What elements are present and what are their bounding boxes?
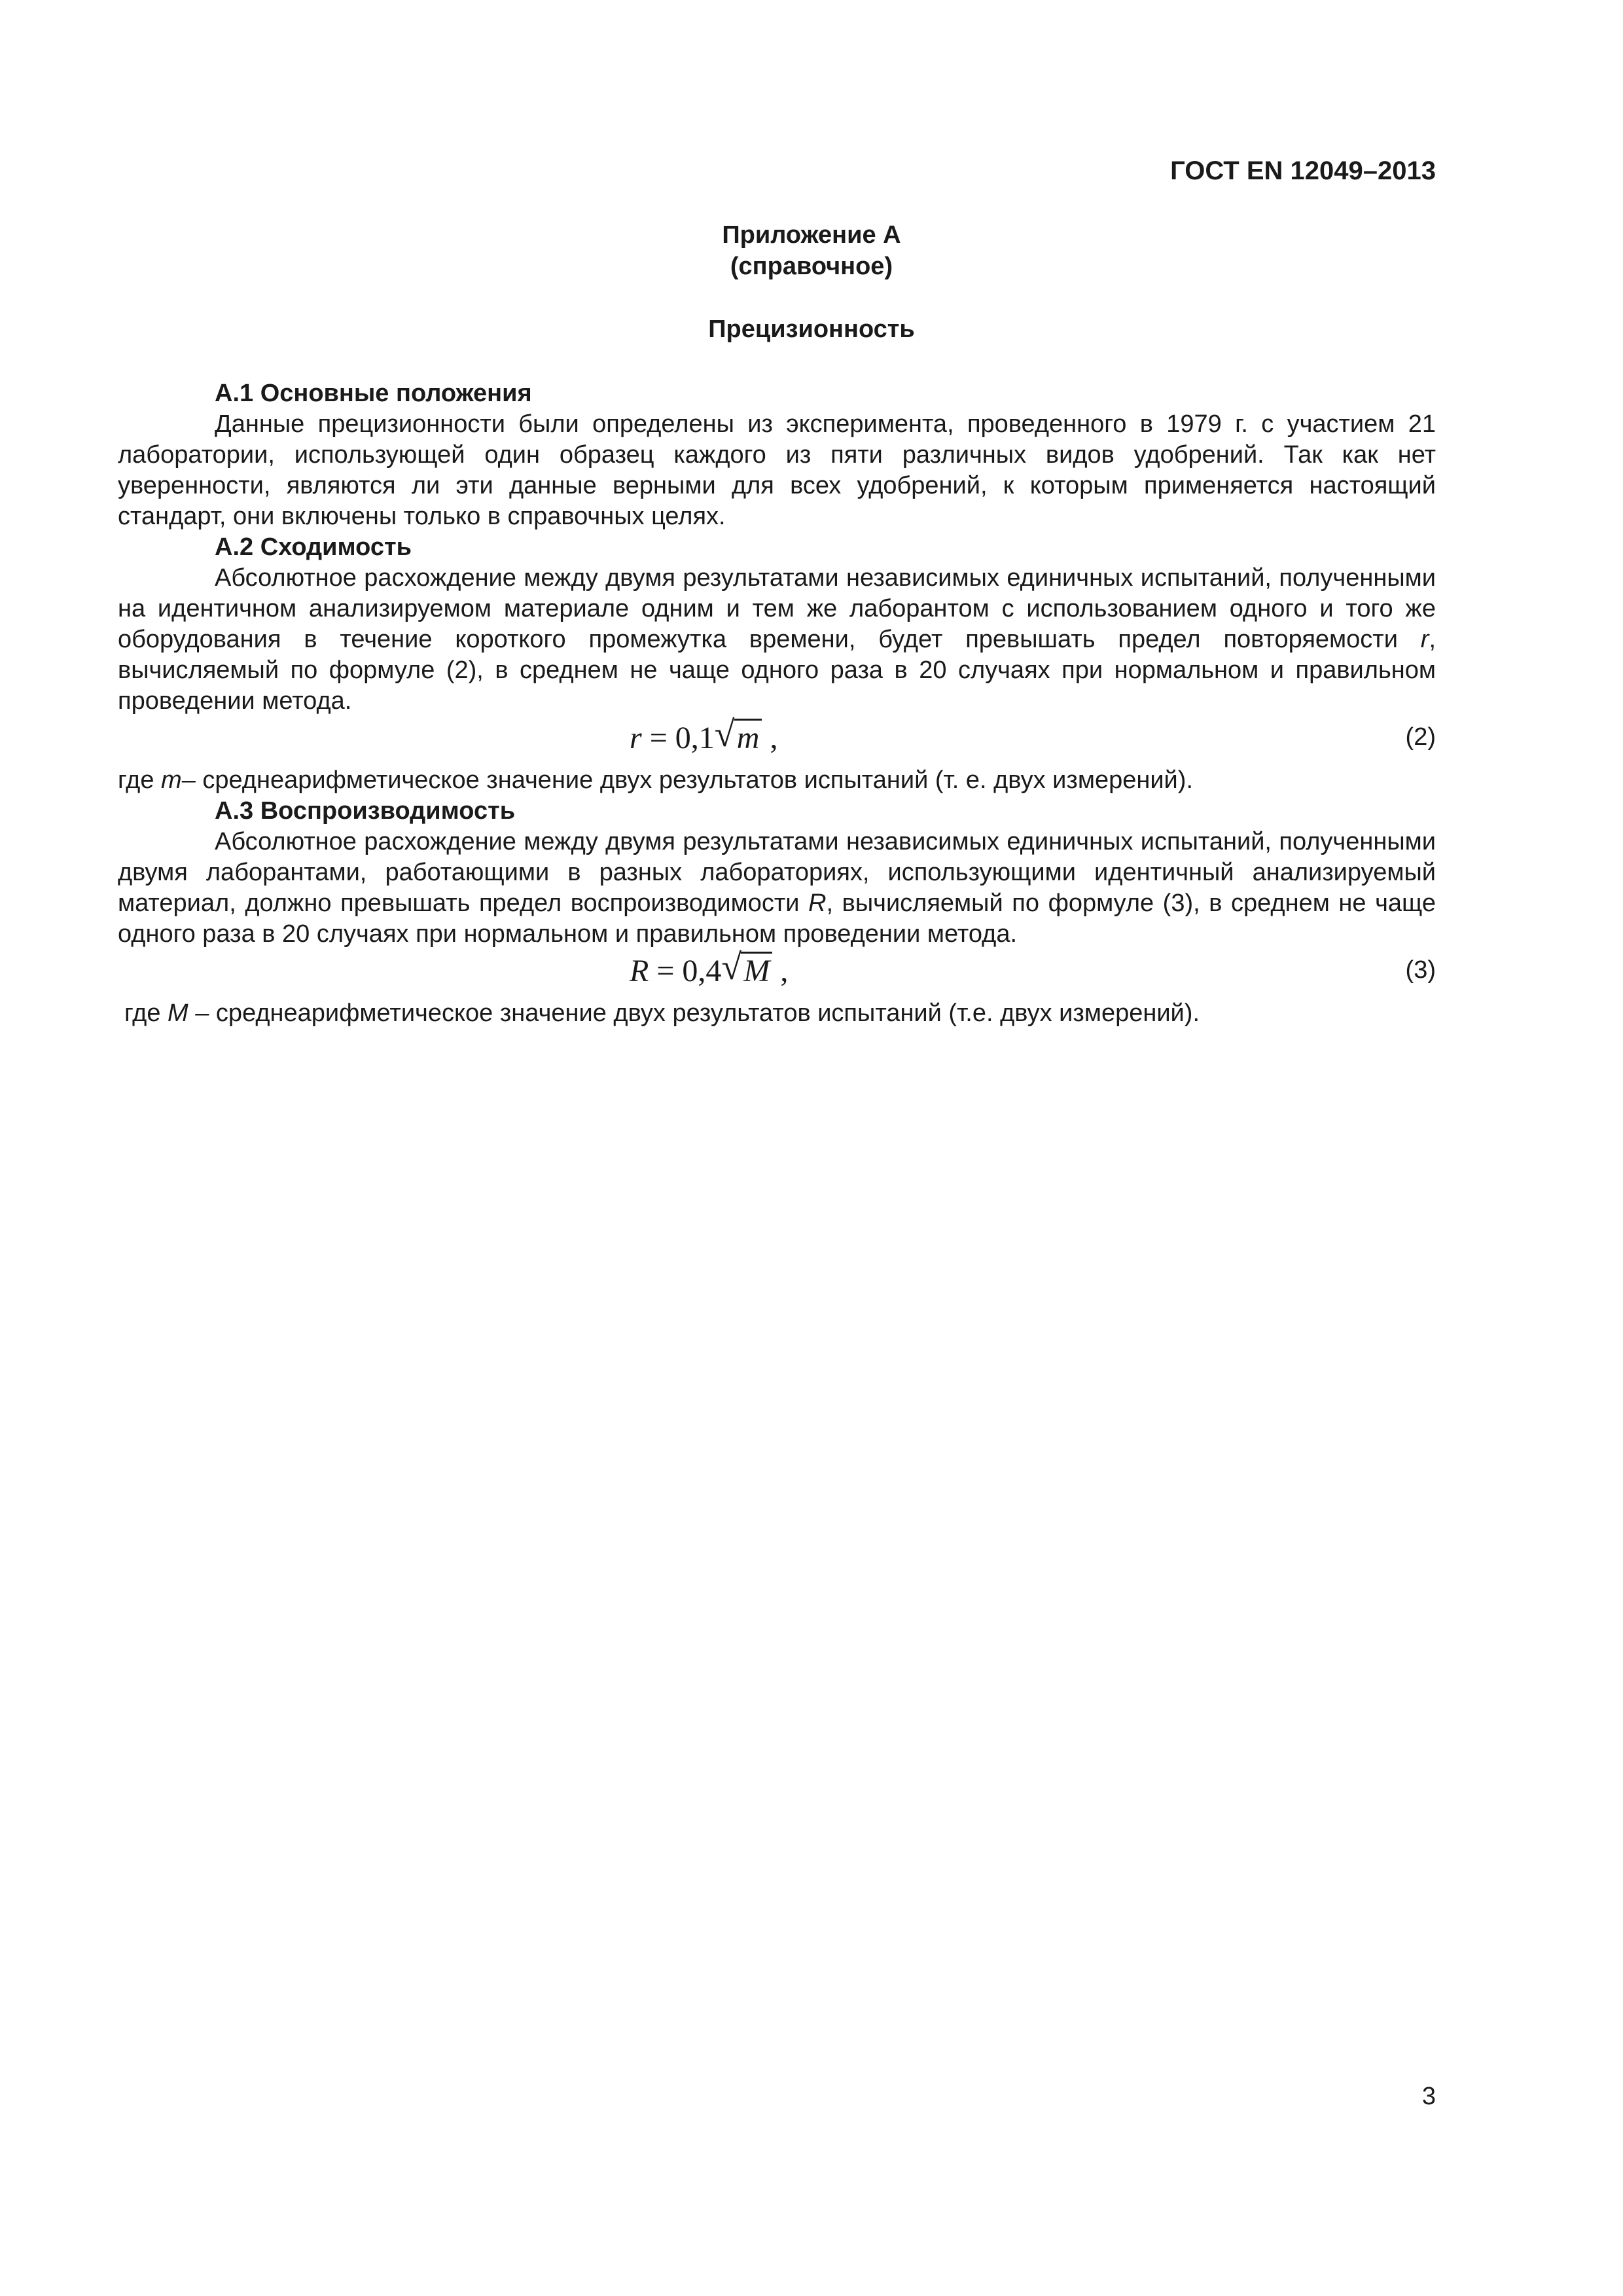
formula-3-number: (3) bbox=[1405, 956, 1436, 984]
section-a2-heading: А.2 Сходимость bbox=[215, 533, 412, 561]
formula-3-explanation: где M – среднеарифметическое значение двух результатов испытаний (т.е. двух измерений). bbox=[124, 999, 1200, 1027]
page-number: 3 bbox=[1421, 2083, 1436, 2110]
sqrt-sign: √ m bbox=[715, 718, 762, 759]
document-body bbox=[118, 378, 1436, 1029]
section-title: Прецизионность bbox=[708, 315, 915, 343]
section-a3-text: Абсолютное расхождение между двумя результатами независимых единичных испытаний, полученными двумя лаборантами, работающими в разных лабораториях, использующими идентичный анализируемый материал, должно превышать предел воспроизводимости R, вычисляемый по формуле (3), в среднем не чаще одного раза в 20 случаях при нормальном и правильном проведении метода. bbox=[118, 828, 1436, 948]
sqrt-sign: √ M bbox=[721, 951, 772, 992]
section-a3-heading: А.3 Воспроизводимость bbox=[215, 797, 516, 825]
formula-2-expression: r = 0,1 √ m , bbox=[630, 718, 777, 759]
section-a2-text: Абсолютное расхождение между двумя результатами независимых единичных испытаний, полученными на идентичном анализируемом материале одним и тем же лаборантом с использованием одного и того же оборудования в течение короткого промежутка времени, будет превышать предел повторяемости r, вычисляемый по формуле (2), в среднем не чаще одного раза в 20 случаях при нормальном и правильном проведении метода. bbox=[118, 564, 1436, 715]
annex-status: (справочное) bbox=[730, 253, 893, 280]
formula-2-number: (2) bbox=[1405, 723, 1436, 751]
formula-2-explanation: где m– среднеарифметическое значение двух результатов испытаний (т. е. двух измерений). bbox=[118, 766, 1193, 794]
section-a1-heading: А.1 Основные положения bbox=[215, 380, 532, 407]
formula-3 bbox=[118, 947, 1436, 992]
formula-3-expression: R = 0,4 √ M , bbox=[630, 951, 788, 992]
document-code: ГОСТ EN 12049–2013 bbox=[1170, 156, 1436, 185]
formula-2 bbox=[118, 714, 1436, 759]
section-a1-text: Данные прецизионности были определены из эксперимента, проведенного в 1979 г. с участием 21 лаборатории, использующей один образец каждого из пяти различных видов удобрений. Так как нет уверенности, являются ли эти данные верными для всех удобрений, к которым применяется настоящий стандарт, они включены только в справочных целях. bbox=[118, 410, 1436, 530]
annex-title: Приложение А bbox=[722, 221, 901, 249]
